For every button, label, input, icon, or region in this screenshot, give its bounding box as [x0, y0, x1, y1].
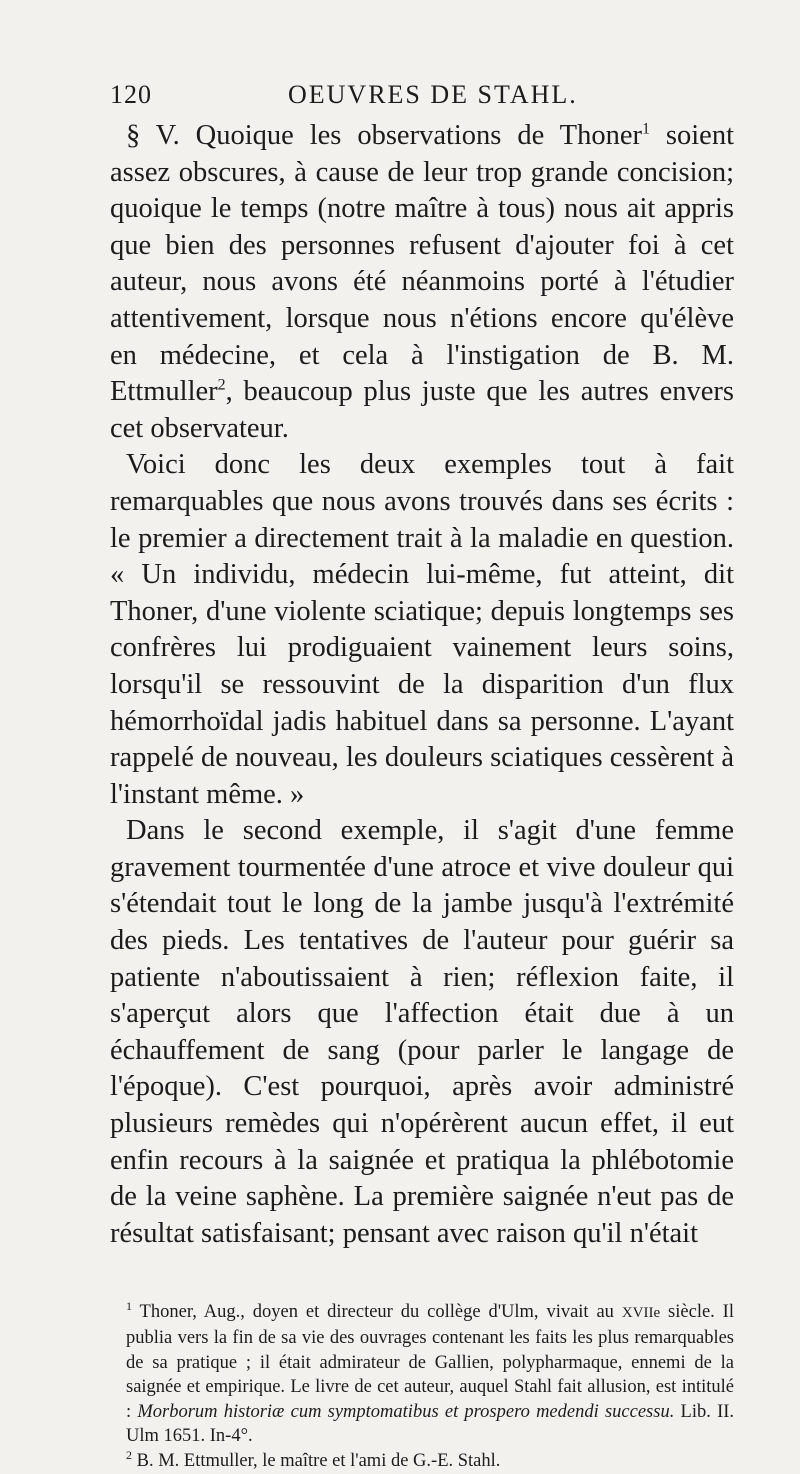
footnote-1-century: XVIIe: [621, 1305, 661, 1322]
footnote-1-end: Lib. II. Ulm 1651. In-4°.: [126, 1401, 735, 1447]
footnote-2-text: B. M. Ettmuller, le maître et l'ami de G.-E. Stahl.: [132, 1450, 501, 1471]
footnote-2-mark: 2: [126, 1447, 132, 1462]
paragraph-1-end: , beaucoup plus juste que les autres envers cet observateur.: [110, 376, 734, 444]
footnotes: [110, 1300, 734, 1473]
running-title: OEUVRES DE STAHL.: [288, 80, 578, 109]
footnote-1-mark: 1: [126, 1299, 132, 1314]
footnote-ref-1: 1: [641, 120, 650, 138]
footnote-ref-2: 2: [217, 376, 226, 394]
paragraph-1-start: § V. Quoique les observations de Thoner: [126, 120, 642, 151]
footnote-1-start: Thoner, Aug., doyen et directeur du collège d'Ulm, vivait au: [132, 1302, 622, 1323]
paragraph-3: Dans le second exemple, il s'agit d'une femme gravement tourmentée d'une atroce et vive douleur qui s'étendait tout le long de la jambe jusqu'à l'extrémité des pieds. Les tentatives de l'auteur pour guérir sa patiente n'aboutissaient à rien; réflexion faite, il s'aperçut alors que l'affection était due à un échauffement de sang (pour parler le langage de l'époque). C'est pourquoi, après avoir administré plusieurs remèdes qui n'opérèrent aucun effet, il eut enfin recours à la saignée et pratiqua la phlébotomie de la veine saphène. La première saignée n'eut pas de résultat satisfaisant; pensant avec raison qu'il n'était: [110, 815, 734, 1249]
paragraph-1: [110, 118, 734, 447]
footnote-1-book-title: Morborum historiæ cum symptomatibus et prospero medendi successu.: [137, 1401, 675, 1422]
paragraph-2: Voici donc les deux exemples tout à fait remarquables que nous avons trouvés dans ses écrits : le premier a directement trait à la maladie en question. « Un individu, médecin lui-même, fut atteint, dit Thoner, d'une violente sciatique; depuis longtemps ses confrères lui prodiguaient vainement leurs soins, lorsqu'il se ressouvint de la disparition d'un flux hémorrhoïdal jadis habituel dans sa personne. L'ayant rappelé de nouveau, les douleurs sciatiques cessèrent à l'instant même. »: [110, 449, 734, 810]
paragraph-1-middle: soient assez obscures, à cause de leur trop grande concision; quoique le temps (notre maître à tous) nous ait appris que bien des personnes refusent d'ajouter foi à cet auteur, nous avons été néanmoins porté à l'étudier attentivement, lorsque nous n'étions encore qu'élève en médecine, et cela à l'instigation de B. M. Ettmuller: [110, 120, 735, 408]
body-text: [110, 118, 734, 1252]
page-header: [110, 72, 734, 112]
footnote-2: [110, 1449, 734, 1474]
page-number: 120: [110, 80, 152, 109]
footnote-1: [110, 1300, 734, 1449]
footnote-1-middle: siècle. Il publia vers la fin de sa vie des ouvrages contenant les faits les plus remarquables de sa pratique ; il était admirateur de Gallien, polypharmaque, ennemi de la saignée et empirique. Le livre de cet auteur, auquel Stahl fait allusion, est intitulé :: [126, 1302, 734, 1422]
